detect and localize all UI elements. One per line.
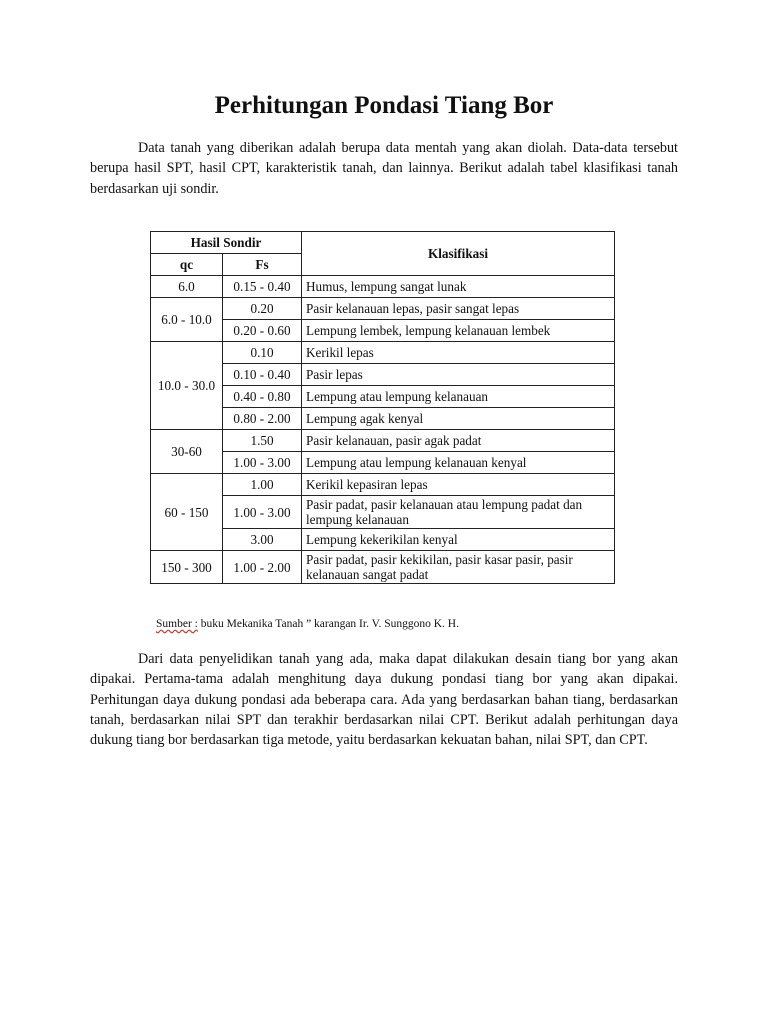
source-label: Sumber :: [156, 618, 198, 630]
fs-cell: 1.00 - 2.00: [223, 551, 302, 584]
table-row: [151, 551, 615, 584]
table-body: [151, 276, 615, 584]
fs-cell: 0.10 - 0.40: [223, 364, 302, 386]
fs-cell: 0.40 - 0.80: [223, 386, 302, 408]
table-row: [151, 430, 615, 452]
table-row: [151, 342, 615, 364]
fs-cell: 1.00 - 3.00: [223, 452, 302, 474]
fs-cell: 1.50: [223, 430, 302, 452]
body-paragraph-text: Dari data penyelidikan tanah yang ada, maka dapat dilakukan desain tiang bor yang akan dipakai. Pertama-tama adalah menghitung daya dukung pondasi tiang bor yang akan dipakai. Perhitungan daya dukung pondasi ada beberapa cara. Ada yang berdasarkan bahan tiang, berdasarkan tanah, berdasarkan nilai SPT dan terakhir berdasarkan nilai CPT. Berikut adalah perhitungan daya dukung tiang bor berdasarkan tiga metode, yaitu berdasarkan kekuatan bahan, nilai SPT, dan CPT.: [90, 651, 678, 749]
qc-cell: 6.0: [151, 276, 223, 298]
klasifikasi-cell: Kerikil lepas: [302, 342, 615, 364]
fs-cell: 1.00 - 3.00: [223, 496, 302, 529]
qc-cell: 30-60: [151, 430, 223, 474]
klasifikasi-cell: Lempung kekerikilan kenyal: [302, 529, 615, 551]
klasifikasi-cell: Pasir padat, pasir kelanauan atau lempung padat dan lempung kelanauan: [302, 496, 615, 529]
qc-cell: 10.0 - 30.0: [151, 342, 223, 430]
header-qc: qc: [151, 254, 223, 276]
klasifikasi-cell: Pasir padat, pasir kekikilan, pasir kasar pasir, pasir kelanauan sangat padat: [302, 551, 615, 584]
klasifikasi-cell: Humus, lempung sangat lunak: [302, 276, 615, 298]
body-paragraph: [90, 649, 678, 750]
klasifikasi-cell: Lempung atau lempung kelanauan kenyal: [302, 452, 615, 474]
source-text: buku Mekanika Tanah ” karangan Ir. V. Sunggono K. H.: [197, 618, 459, 630]
klasifikasi-cell: Pasir kelanauan, pasir agak padat: [302, 430, 615, 452]
table-row: [151, 276, 615, 298]
intro-paragraph: [90, 138, 678, 199]
fs-cell: 1.00: [223, 474, 302, 496]
klasifikasi-cell: Lempung atau lempung kelanauan: [302, 386, 615, 408]
fs-cell: 0.80 - 2.00: [223, 408, 302, 430]
page-title: Perhitungan Pondasi Tiang Bor: [214, 92, 554, 119]
fs-cell: 0.20: [223, 298, 302, 320]
header-klasifikasi: Klasifikasi: [302, 232, 615, 276]
source-citation: [156, 618, 459, 630]
fs-cell: 0.10: [223, 342, 302, 364]
table-row: [151, 298, 615, 320]
soil-classification-table: [150, 231, 615, 584]
fs-cell: 3.00: [223, 529, 302, 551]
fs-cell: 0.20 - 0.60: [223, 320, 302, 342]
klasifikasi-cell: Pasir kelanauan lepas, pasir sangat lepas: [302, 298, 615, 320]
klasifikasi-cell: Kerikil kepasiran lepas: [302, 474, 615, 496]
klasifikasi-cell: Lempung lembek, lempung kelanauan lembek: [302, 320, 615, 342]
qc-cell: 6.0 - 10.0: [151, 298, 223, 342]
header-hasil-sondir: Hasil Sondir: [151, 232, 302, 254]
header-fs: Fs: [223, 254, 302, 276]
table-row: [151, 474, 615, 496]
qc-cell: 60 - 150: [151, 474, 223, 551]
intro-paragraph-text: Data tanah yang diberikan adalah berupa data mentah yang akan diolah. Data-data tersebut berupa hasil SPT, hasil CPT, karakteristik tanah, dan lainnya. Berikut adalah tabel klasifikasi tanah berdasarkan uji sondir.: [90, 140, 678, 197]
klasifikasi-cell: Pasir lepas: [302, 364, 615, 386]
fs-cell: 0.15 - 0.40: [223, 276, 302, 298]
qc-cell: 150 - 300: [151, 551, 223, 584]
klasifikasi-cell: Lempung agak kenyal: [302, 408, 615, 430]
